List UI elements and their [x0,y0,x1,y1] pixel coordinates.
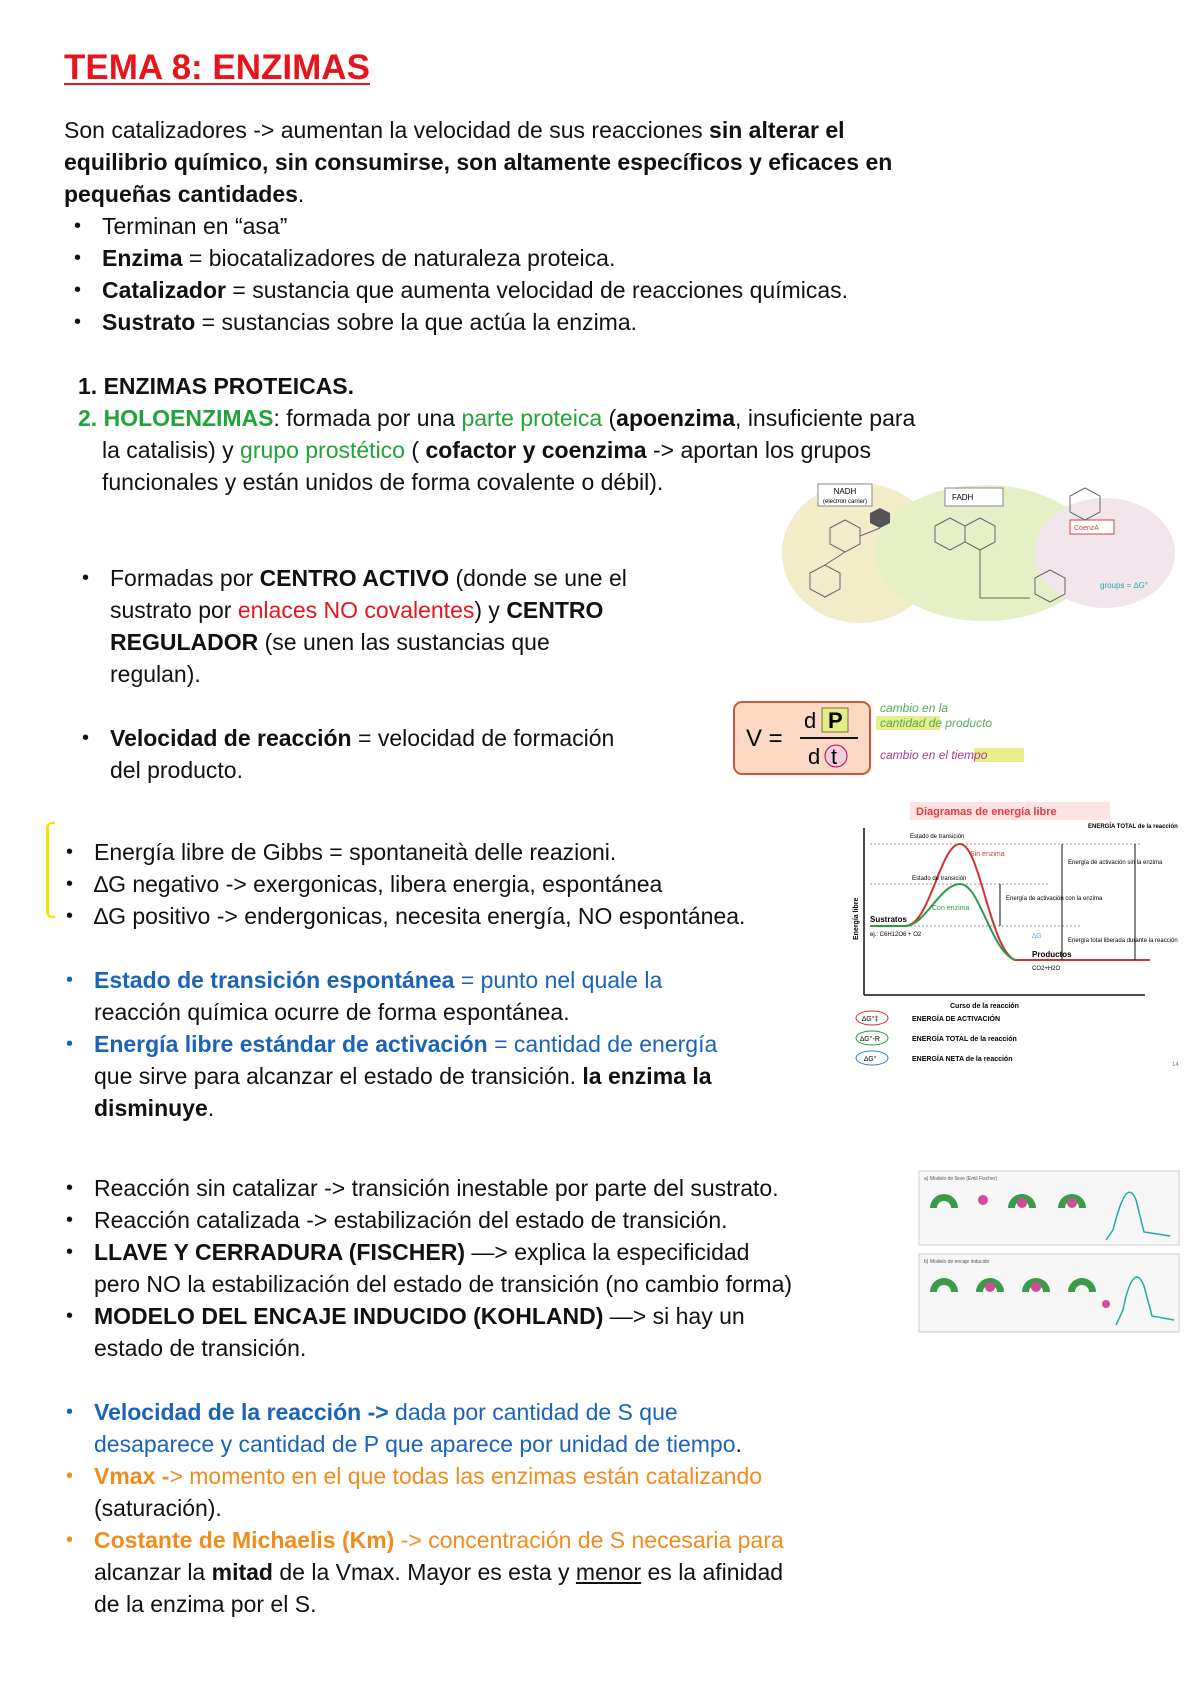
list-item: • Energía libre estándar de activación = cantidad de energía [94,1028,717,1060]
list-item-cont: regulan). [110,661,201,687]
legend-2: ENERGÍA TOTAL de la reacción [912,1036,1017,1043]
x-axis-label: Curso de la reacción [950,1003,1019,1010]
list-item-cont: REGULADOR (se unen las sustancias que [110,629,550,655]
label-liberada: Energía total liberada durante la reacción [1068,938,1178,944]
energy-diagram [850,800,1185,1090]
label-act-sin: Energía de activación sin la enzima [1068,860,1163,866]
label-dg: ∆G [1032,933,1042,940]
list-item: • Terminan en “asa” [102,210,287,242]
panel-b [919,1254,1179,1332]
list-item: • Formadas por CENTRO ACTIVO (donde se une el [110,562,627,594]
label-sin-enzima: Sin enzima [970,851,1005,858]
page-title: TEMA 8: ENZIMAS [64,48,370,87]
list-item: • Velocidad de la reacción -> dada por cantidad de S que [94,1396,678,1428]
list-item-cont: sustrato por enlaces NO covalentes) y CENTRO [110,597,604,623]
legend-symbol-3: ∆G° [864,1056,877,1063]
list-item-cont: pero NO la estabilización del estado de transición (no cambio forma) [94,1271,793,1297]
list-item-cont: de la enzima por el S. [94,1591,317,1617]
list-item-cont: (saturación). [94,1495,222,1521]
holoenzimas-line-3: funcionales y están unidos de forma covalente o débil). [102,469,664,495]
label-prod-eq: CO2+H2O [1032,966,1061,972]
formula-den-t: t [831,744,838,769]
coenzyme-structures-figure [770,478,1180,648]
legend-3: ENERGÍA NETA de la reacción [912,1056,1013,1063]
legend-1: ENERGÍA DE ACTIVACIÓN [912,1016,1001,1023]
list-item-cont: desaparece y cantidad de P que aparece por unidad de tiempo. [94,1431,742,1457]
formula-num-d: d [804,708,817,733]
formula-note-2: cambio en el tiempo [880,748,988,762]
list-item: • Reacción catalizada -> estabilización del estado de transición. [94,1204,728,1236]
coa-label: CoenzA [1074,525,1099,532]
y-axis-label: Energía libre [853,897,860,940]
fadh-label: FADH [952,493,974,502]
label-act-con: Energía de activación con la enzima [1006,896,1103,902]
list-item: • Costante de Michaelis (Km) -> concentración de S necesaria para [94,1524,784,1556]
list-item: • Enzima = biocatalizadores de naturaleza proteica. [102,242,615,274]
formula-den-d: d [808,744,821,769]
intro-line-1: Son catalizadores -> aumentan la velocidad de sus reacciones sin alterar el [64,117,845,143]
list-item: • ∆G positivo -> endergonicas, necesita energía, NO espontánea. [94,900,745,932]
list-item: • Catalizador = sustancia que aumenta velocidad de reacciones químicas. [102,274,848,306]
list-item: • Estado de transición espontánea = punto nel quale la [94,964,662,996]
list-item-cont: alcanzar la mitad de la Vmax. Mayor es esta y menor es la afinidad [94,1559,784,1585]
legend-symbol-1: ∆G°‡ [862,1016,879,1023]
holoenzimas-line-2: la catalisis) y grupo prostético ( cofactor y coenzima -> aportan los grupos [102,437,871,463]
velocity-formula [730,694,1050,784]
coa-highlight [1035,498,1175,608]
label-productos: Productos [1032,950,1072,959]
formula-v: V = [746,725,783,752]
figure-page-number: 14 [1172,1062,1179,1068]
list-item: • Sustrato = sustancias sobre la que actúa la enzima. [102,306,637,338]
enzyme-models-figure [918,1170,1180,1334]
list-item: • LLAVE Y CERRADURA (FISCHER) —> explica la especificidad [94,1236,749,1268]
label-sustratos: Sustratos [870,915,907,924]
label-estado: Estado de transición [910,834,965,840]
list-item: • MODELO DEL ENCAJE INDUCIDO (KOHLAND) —> si hay un [94,1300,745,1332]
panel-b-label: b) Modelo de encaje inducido [924,1259,990,1265]
list-item: • Reacción sin catalizar -> transición inestable por parte del sustrato. [94,1172,779,1204]
intro-line-3: pequeñas cantidades. [64,181,305,207]
enzimas-proteicas: 1. ENZIMAS PROTEICAS. [78,373,355,399]
list-item: • Vmax -> momento en el que todas las enzimas están catalizando [94,1460,762,1492]
list-item: • ∆G negativo -> exergonicas, libera energia, espontánea [94,868,662,900]
nadh-label: NADH [833,487,857,496]
label-estado-2: Estado de transición [912,876,967,882]
list-item: • Velocidad de reacción = velocidad de formación [110,722,614,754]
intro-line-2: equilibrio químico, sin consumirse, son altamente específicos y eficaces en [64,149,893,175]
list-item-cont: disminuye. [94,1095,215,1121]
nadh-sublabel: (electron carrier) [822,499,868,505]
panel-a-label: a) Modelo de llave (Emil Fischer) [924,1176,998,1182]
yellow-bracket [46,822,55,918]
diagram-title: Diagramas de energía libre [916,806,1057,818]
list-item-cont: reacción química ocurre de forma espontánea. [94,999,570,1025]
holoenzimas-line-1: 2. HOLOENZIMAS: formada por una parte proteica (apoenzima, insuficiente para [78,405,916,431]
list-item: • Energía libre de Gibbs = spontaneità delle reazioni. [94,836,616,868]
formula-num-p: P [828,708,843,733]
label-total: ENERGÍA TOTAL de la reacción [1088,824,1178,830]
legend-symbol-2: ∆G°-R [860,1036,880,1043]
formula-note-1a: cambio en la [880,701,949,715]
list-item-cont: que sirve para alcanzar el estado de transición. la enzima la [94,1063,712,1089]
list-item-cont: del producto. [110,757,243,783]
groups-note: groups = ∆G° [1100,581,1148,590]
formula-note-1b: cantidad de producto [880,716,993,730]
list-item-cont: estado de transición. [94,1335,307,1361]
label-sust-eq: ej.: C6H12O6 + O2 [870,932,922,938]
label-con-enzima: Con enzima [932,905,970,912]
